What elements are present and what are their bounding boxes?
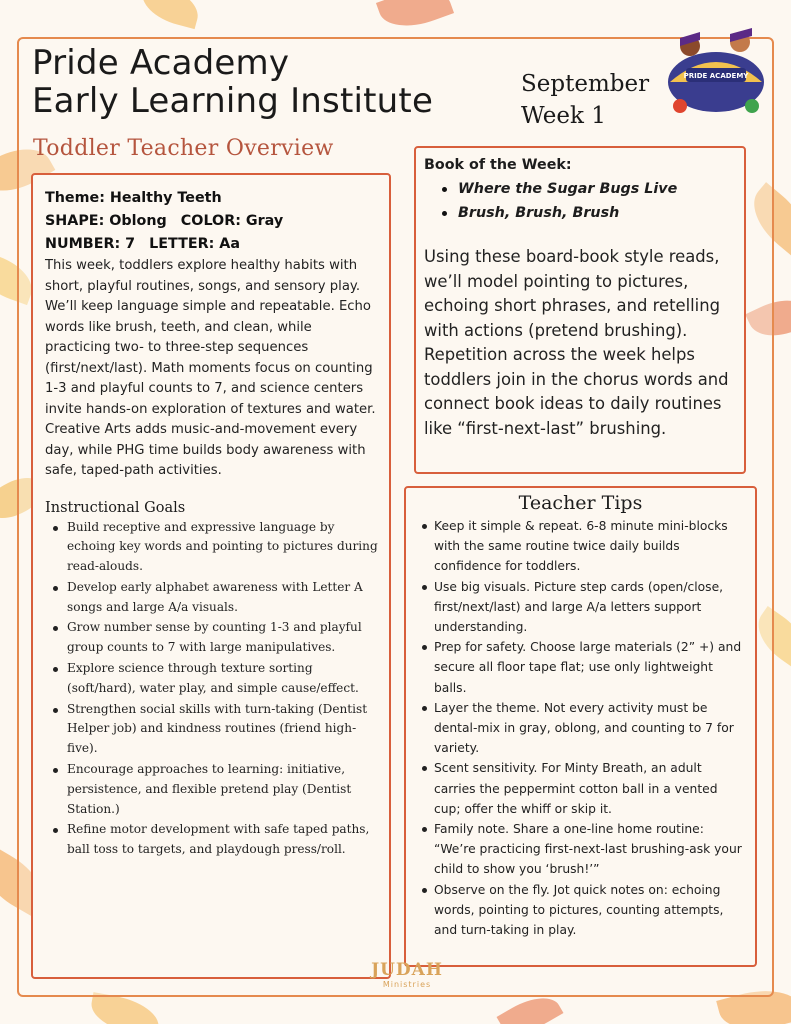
footer-brand: JUDAH (371, 960, 443, 980)
tip-item: Prep for safety. Choose large materials (2” +) and secure all floor tape flat; use only lightweight balls. (428, 637, 747, 698)
theme-label: Theme: Healthy Teeth (45, 190, 222, 206)
tip-item: Family note. Share a one-line home routine: “We’re practicing first-next-last brushing-ask your child to show you ‘brush!’” (428, 819, 747, 880)
page-title (32, 44, 522, 120)
color-label: COLOR: Gray (180, 213, 284, 229)
page-subtitle: Toddler Teacher Overview (33, 136, 334, 161)
leaf-decoration (376, 0, 454, 37)
goals-heading: Instructional Goals (45, 499, 186, 516)
tips-list (414, 516, 747, 940)
week-label (521, 68, 649, 132)
goal-item: Encourage approaches to learning: initiative, persistence, and flexible pretend play (Dentist Station.) (63, 760, 379, 819)
book-heading: Book of the Week: (424, 157, 572, 173)
book-list (424, 177, 734, 225)
number-letter-line (45, 233, 379, 256)
book-title: Where the Sugar Bugs Live (458, 177, 734, 201)
tip-item: Keep it simple & repeat. 6-8 minute mini-blocks with the same routine twice daily builds confidence for toddlers. (428, 516, 747, 577)
tip-item: Scent sensitivity. For Minty Breath, an adult carries the peppermint cotton ball in a vented cup; offer the whiff or skip it. (428, 758, 747, 819)
goal-item: Explore science through texture sorting (soft/hard), water play, and simple cause/effect. (63, 659, 379, 699)
week-number: Week 1 (521, 103, 606, 129)
footer-brand-sub: Ministries (382, 980, 432, 989)
theme-block (45, 187, 379, 256)
goal-item: Develop early alphabet awareness with Letter A songs and large A/a visuals. (63, 578, 379, 618)
tip-item: Observe on the fly. Jot quick notes on: echoing words, pointing to pictures, counting attempts, and turn-taking in play. (428, 880, 747, 941)
book-title: Brush, Brush, Brush (458, 201, 734, 225)
logo-text: PRIDE ACADEMY (683, 72, 749, 80)
tip-item: Use big visuals. Picture step cards (open/close, first/next/last) and large A/a letters support understanding. (428, 577, 747, 638)
book-panel (414, 146, 746, 474)
shape-label: SHAPE: Oblong (45, 213, 167, 229)
month-label: September (521, 71, 650, 97)
tips-panel (404, 486, 757, 967)
tip-item: Layer the theme. Not every activity must be dental-mix in gray, oblong, and counting to 7 for variety. (428, 698, 747, 759)
title-line-2: Early Learning Institute (32, 81, 434, 121)
goal-item: Refine motor development with safe taped paths, ball toss to targets, and playdough press/roll. (63, 820, 379, 860)
overview-text: This week, toddlers explore healthy habits with short, playful routines, songs, and sensory play. We’ll keep language simple and repeatable. Echo words like brush, teeth, and clean, while practicing two- to three-step sequences (first/next/last). Math moments focus on counting 1-3 and playful counts to 7, and science centers invite hands-on exploration of textures and water. Creative Arts adds music-and-movement every day, while PHG time builds body awareness with safe, taped-path activities. (45, 258, 376, 478)
book-description: Using these board-book style reads, we’ll model pointing to pictures, echoing short phrases, and retelling with actions (pretend brushing). Repetition across the week helps toddlers join in the chorus words and connect book ideas to daily routines like “first-next-last” brushing. (424, 247, 729, 438)
shape-color-line (45, 210, 379, 233)
goals-list (45, 518, 379, 861)
tips-heading: Teacher Tips (518, 492, 643, 514)
overview-panel (31, 173, 391, 979)
number-label: NUMBER: 7 (45, 236, 136, 252)
title-line-1: Pride Academy (32, 43, 290, 83)
goal-item: Grow number sense by counting 1-3 and playful group counts to 7 with large manipulatives. (63, 618, 379, 658)
leaf-decoration (137, 0, 204, 29)
footer-logo (362, 954, 452, 996)
logo-icon (660, 22, 772, 118)
goal-item: Strengthen social skills with turn-taking (Dentist Helper job) and kindness routines (friend high-five). (63, 700, 379, 759)
letter-label: LETTER: Aa (149, 236, 241, 252)
school-logo (660, 22, 772, 118)
goal-item: Build receptive and expressive language by echoing key words and pointing to pictures during read-alouds. (63, 518, 379, 577)
